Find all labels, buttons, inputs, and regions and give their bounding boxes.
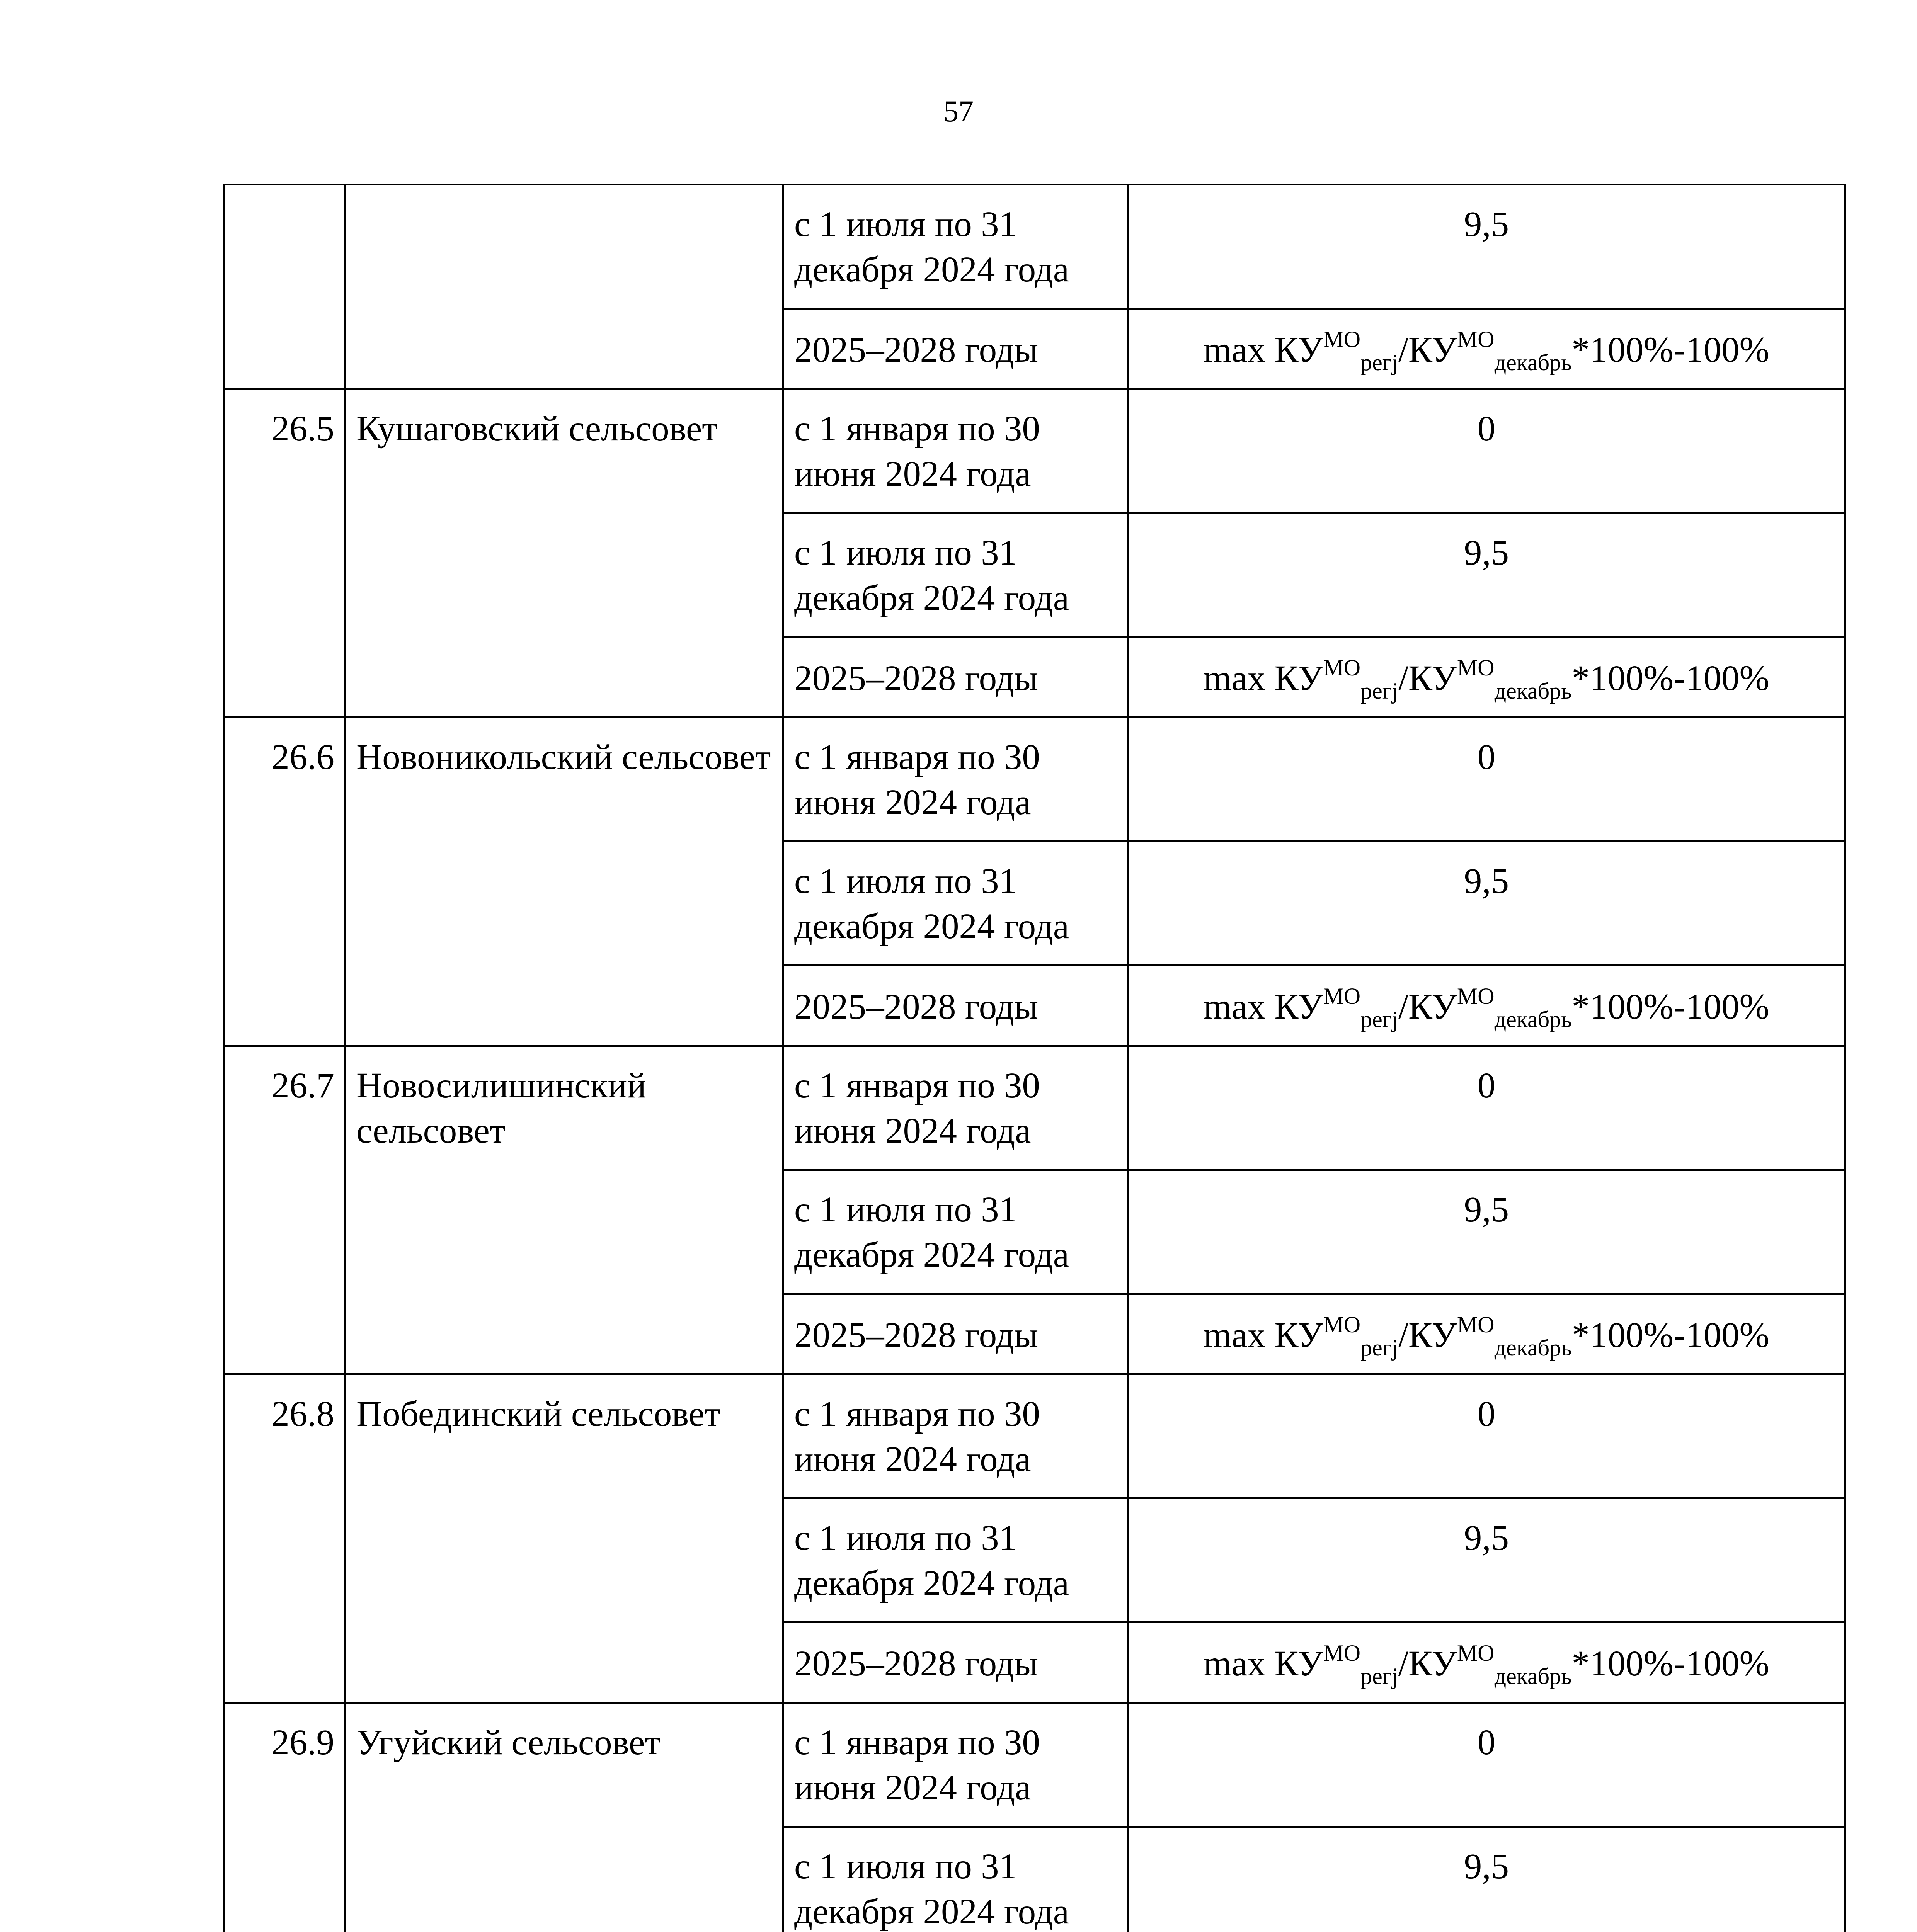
formula [1204,983,1769,1032]
formula [1204,1312,1769,1361]
formula-prefix: max КУ [1204,330,1323,370]
value-cell: 0 [1128,389,1845,513]
council-name: Новоникольский сельсовет [346,718,783,1046]
value-cell: 9,5 [1128,185,1845,309]
formula-suffix: *100%-100% [1571,987,1769,1027]
formula-sup1: МО [1323,655,1361,680]
table-row [225,718,1845,842]
period-cell: с 1 июля по 31 декабря 2024 года [783,185,1128,309]
formula-sup2: МО [1457,327,1495,352]
name-cell [346,185,783,389]
value-cell: 9,5 [1128,1170,1845,1294]
value-cell [1128,966,1845,1046]
council-name: Новосилишинский сельсовет [346,1046,783,1374]
table-row [225,1374,1845,1498]
value-cell: 0 [1128,1374,1845,1498]
value-cell [1128,637,1845,718]
period-cell: с 1 июля по 31 декабря 2024 года [783,842,1128,966]
period-cell: с 1 июля по 31 декабря 2024 года [783,1170,1128,1294]
table-row [225,1703,1845,1827]
formula-sup2: МО [1457,1312,1495,1337]
page-number: 57 [943,94,974,128]
council-name: Побединский сельсовет [346,1374,783,1703]
value-cell: 9,5 [1128,513,1845,637]
formula-prefix: max КУ [1204,658,1323,698]
table-row [225,185,1845,309]
formula-middle: /КУ [1398,658,1457,698]
row-number: 26.9 [225,1703,346,1932]
formula-suffix: *100%-100% [1571,1644,1769,1684]
period-cell: с 1 января по 30 июня 2024 года [783,718,1128,842]
value-cell: 9,5 [1128,1827,1845,1932]
table-row [225,1046,1845,1170]
formula-sup2: МО [1457,983,1495,1009]
value-cell: 9,5 [1128,842,1845,966]
coefficients-table [223,184,1846,1932]
formula-prefix: max КУ [1204,1644,1323,1684]
formula-middle: /КУ [1398,987,1457,1027]
formula-prefix: max КУ [1204,1315,1323,1355]
formula-sub1: регj [1360,1663,1399,1689]
row-number: 26.6 [225,718,346,1046]
period-cell: 2025–2028 годы [783,966,1128,1046]
number-cell [225,185,346,389]
period-cell: с 1 января по 30 июня 2024 года [783,1046,1128,1170]
period-cell: с 1 января по 30 июня 2024 года [783,389,1128,513]
value-cell [1128,1622,1845,1703]
council-name: Кушаговский сельсовет [346,389,783,718]
formula-sub1: регj [1360,350,1399,375]
formula-sup2: МО [1457,1640,1495,1666]
value-cell: 9,5 [1128,1498,1845,1622]
value-cell: 0 [1128,718,1845,842]
formula-sup1: МО [1323,1640,1361,1666]
formula-sub2: декабрь [1494,1663,1572,1689]
formula-prefix: max КУ [1204,987,1323,1027]
formula-sup1: МО [1323,983,1361,1009]
formula-sup2: МО [1457,655,1495,680]
formula-middle: /КУ [1398,1644,1457,1684]
period-cell: с 1 января по 30 июня 2024 года [783,1703,1128,1827]
row-number: 26.8 [225,1374,346,1703]
formula-sub2: декабрь [1494,1335,1572,1361]
period-cell: 2025–2028 годы [783,1294,1128,1374]
formula [1204,327,1769,375]
value-cell [1128,1294,1845,1374]
formula-suffix: *100%-100% [1571,658,1769,698]
formula-middle: /КУ [1398,330,1457,370]
formula-sub2: декабрь [1494,1007,1572,1032]
period-cell: с 1 июля по 31 декабря 2024 года [783,513,1128,637]
formula-suffix: *100%-100% [1571,330,1769,370]
formula-sub2: декабрь [1494,678,1572,704]
value-cell: 0 [1128,1703,1845,1827]
formula [1204,655,1769,704]
council-name: Угуйский сельсовет [346,1703,783,1932]
formula-sub2: декабрь [1494,350,1572,375]
value-cell [1128,309,1845,389]
value-cell: 0 [1128,1046,1845,1170]
formula-sup1: МО [1323,327,1361,352]
period-cell: с 1 июля по 31 декабря 2024 года [783,1827,1128,1932]
formula-sub1: регj [1360,678,1399,704]
formula-sup1: МО [1323,1312,1361,1337]
period-cell: 2025–2028 годы [783,637,1128,718]
formula-sub1: регj [1360,1335,1399,1361]
formula-sub1: регj [1360,1007,1399,1032]
formula-suffix: *100%-100% [1571,1315,1769,1355]
formula-middle: /КУ [1398,1315,1457,1355]
period-cell: 2025–2028 годы [783,1622,1128,1703]
period-cell: 2025–2028 годы [783,309,1128,389]
table-row [225,389,1845,513]
table-body [225,185,1845,1932]
row-number: 26.5 [225,389,346,718]
period-cell: с 1 июля по 31 декабря 2024 года [783,1498,1128,1622]
period-cell: с 1 января по 30 июня 2024 года [783,1374,1128,1498]
row-number: 26.7 [225,1046,346,1374]
formula [1204,1640,1769,1689]
